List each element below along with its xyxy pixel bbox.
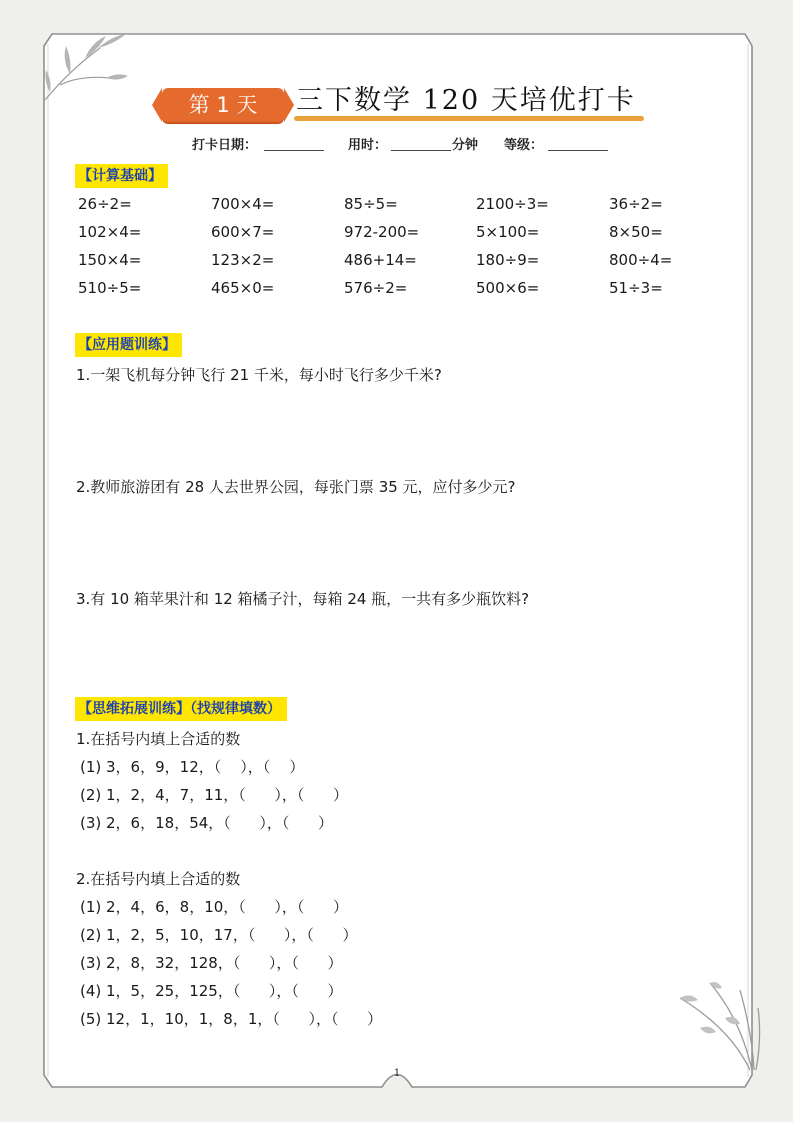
date-label: 打卡日期： (192, 138, 258, 153)
page-number: 1 (393, 1068, 401, 1079)
calc-item: 576÷2= (344, 279, 408, 297)
minutes-label: 分钟 (452, 138, 479, 153)
page-title: 三下数学 120 天培优打卡 (296, 85, 636, 116)
pattern-item: (1) 3，6，9，12，（ ），（ ） (80, 758, 305, 776)
word-problem-1: 1.一架飞机每分钟飞行 21 千米，每小时飞行多少千米? (76, 366, 442, 384)
word-problem-section-title: 【应用题训练】 (75, 333, 182, 357)
calc-item: 972-200= (344, 223, 420, 241)
header (0, 82, 793, 127)
orchid-leaf-icon (670, 978, 765, 1073)
pattern-item: (2) 1，2，4，7，11，（ ），（ ） (80, 786, 348, 804)
check-in-info-row (0, 134, 793, 154)
calc-item: 600×7= (211, 223, 275, 241)
date-blank[interactable] (264, 150, 324, 151)
title-underline (294, 116, 644, 121)
pattern-item: (1) 2，4，6，8，10，（ ），（ ） (80, 898, 348, 916)
calc-section-title: 【计算基础】 (75, 164, 168, 188)
calc-item: 180÷9= (476, 251, 540, 269)
calc-item: 800÷4= (609, 251, 673, 269)
calc-item: 26÷2= (78, 195, 132, 213)
day-badge: 第 1 天 (162, 88, 284, 122)
calc-item: 51÷3= (609, 279, 663, 297)
pattern-group-2-title: 2.在括号内填上合适的数 (76, 870, 241, 888)
pattern-item: (4) 1，5，25，125，（ ），（ ） (80, 982, 343, 1000)
calc-item: 465×0= (211, 279, 275, 297)
word-problem-3: 3.有 10 箱苹果汁和 12 箱橘子汁，每箱 24 瓶，一共有多少瓶饮料? (76, 590, 530, 608)
calc-item: 85÷5= (344, 195, 398, 213)
pattern-group-1-title: 1.在括号内填上合适的数 (76, 730, 241, 748)
calc-item: 8×50= (609, 223, 663, 241)
calc-item: 700×4= (211, 195, 275, 213)
calc-item: 123×2= (211, 251, 275, 269)
calc-item: 510÷5= (78, 279, 142, 297)
calc-item: 5×100= (476, 223, 540, 241)
calc-item: 500×6= (476, 279, 540, 297)
calc-item: 150×4= (78, 251, 142, 269)
calc-item: 102×4= (78, 223, 142, 241)
calc-item: 486+14= (344, 251, 417, 269)
grade-blank[interactable] (548, 150, 608, 151)
time-label: 用时： (348, 138, 388, 153)
thinking-section-title: 【思维拓展训练】（找规律填数） (75, 697, 287, 721)
pattern-item: (5) 12，1，10，1，8，1，（ ），（ ） (80, 1010, 383, 1028)
pattern-item: (3) 2，6，18，54，（ ），（ ） (80, 814, 333, 832)
word-problem-2: 2.教师旅游团有 28 人去世界公园，每张门票 35 元，应付多少元? (76, 478, 516, 496)
time-blank[interactable] (391, 150, 451, 151)
grade-label: 等级： (504, 138, 544, 153)
pattern-item: (3) 2，8，32，128，（ ），（ ） (80, 954, 343, 972)
calc-item: 36÷2= (609, 195, 663, 213)
pattern-item: (2) 1，2，5，10，17，（ ），（ ） (80, 926, 358, 944)
calc-item: 2100÷3= (476, 195, 549, 213)
